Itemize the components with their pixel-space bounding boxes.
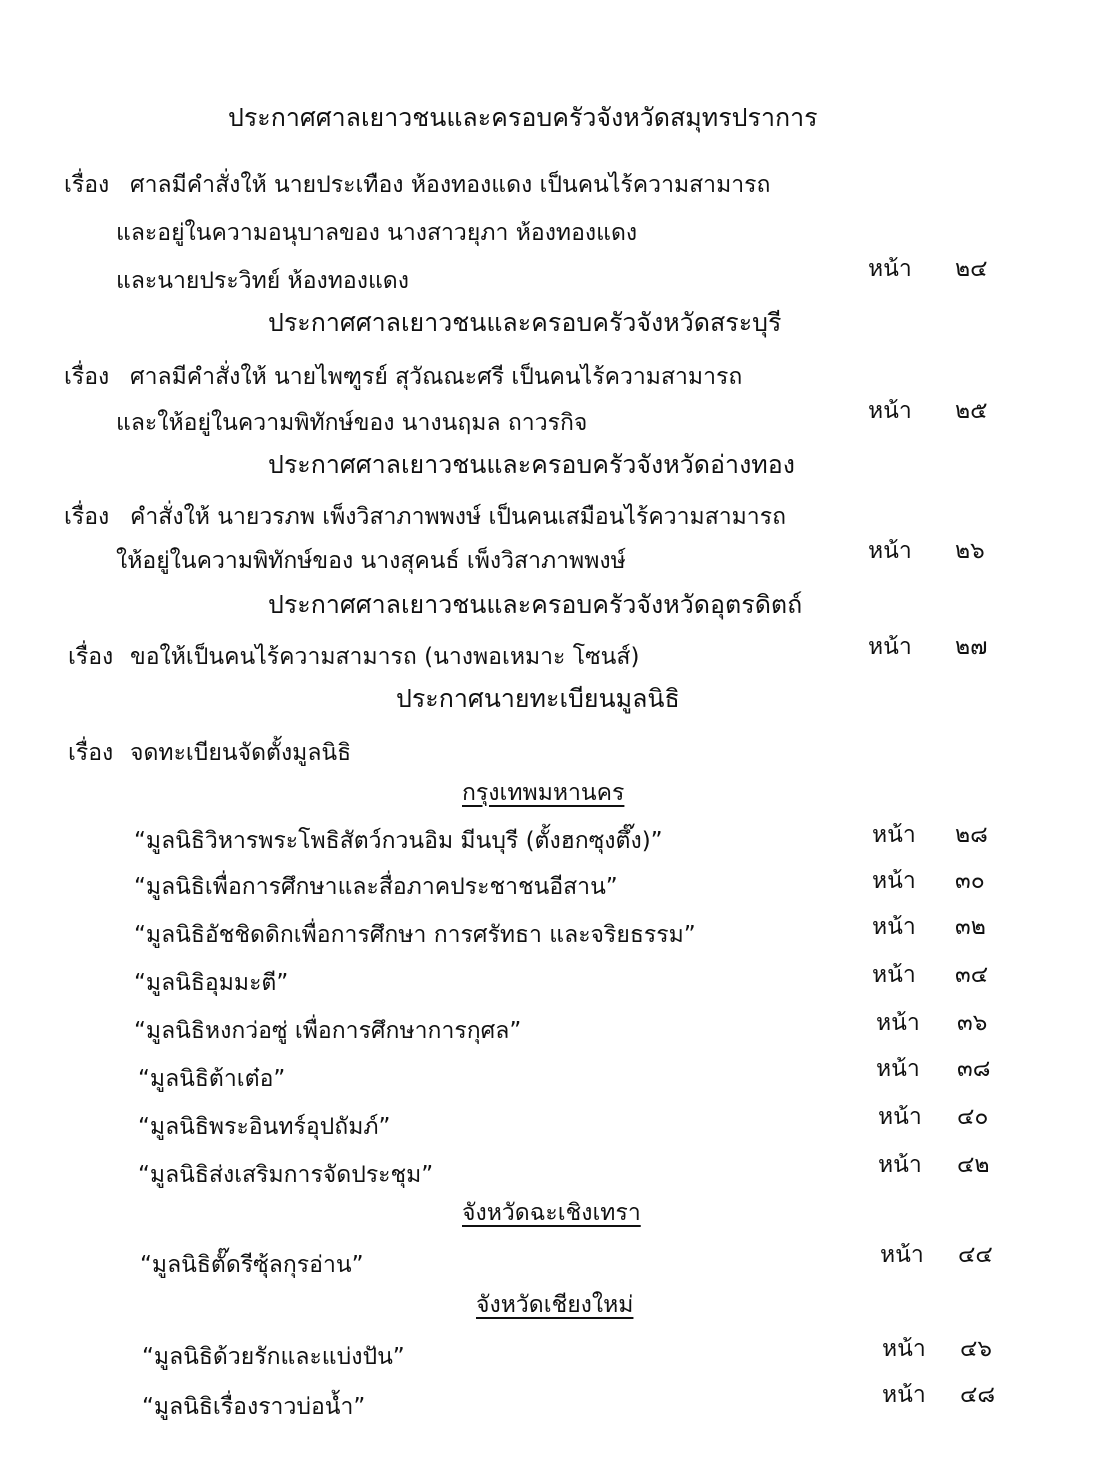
- page-number: ๓๐: [955, 868, 985, 894]
- section-heading: ประกาศศาลเยาวชนและครอบครัวจังหวัดอ่างทอง: [268, 450, 795, 479]
- subject-line: ศาลมีคำสั่งให้ นายประเทือง ห้องทองแดง เป็นคนไร้ความสามารถ: [130, 172, 771, 198]
- section-heading: ประกาศศาลเยาวชนและครอบครัวจังหวัดอุตรดิตถ์: [268, 590, 803, 619]
- page-number: ๒๔: [955, 256, 988, 282]
- page-number: ๔๔: [958, 1242, 993, 1268]
- page-number: ๔๐: [957, 1104, 989, 1130]
- page-number: ๒๕: [955, 398, 988, 424]
- subject-label: เรื่อง: [68, 644, 114, 670]
- page-label: หน้า: [878, 1152, 922, 1178]
- foundation-name: “มูลนิธิพระอินทร์อุปถัมภ์”: [138, 1114, 391, 1140]
- page-number: ๓๖: [957, 1010, 988, 1036]
- page-number: ๓๒: [955, 914, 986, 940]
- foundation-name: “มูลนิธิวิหารพระโพธิสัตว์กวนอิม มีนบุรี (ตั้งฮกซุงตึ๊ง)”: [134, 828, 663, 854]
- province-heading: กรุงเทพมหานคร: [462, 780, 625, 806]
- subject-line: จดทะเบียนจัดตั้งมูลนิธิ: [130, 740, 352, 766]
- page-label: หน้า: [868, 634, 912, 660]
- foundation-name: “มูลนิธิเรื่องราวบ่อน้ำ”: [142, 1394, 366, 1420]
- page-label: หน้า: [878, 1104, 922, 1130]
- foundation-name: “มูลนิธิตั๊ดรีซุ้ลกุรอ่าน”: [140, 1252, 364, 1278]
- page-label: หน้า: [872, 914, 916, 940]
- page-label: หน้า: [868, 256, 912, 282]
- page-number: ๒๘: [955, 822, 988, 848]
- page-label: หน้า: [872, 822, 916, 848]
- page-number: ๒๗: [955, 634, 988, 660]
- page-label: หน้า: [876, 1056, 920, 1082]
- page-number: ๓๘: [957, 1056, 991, 1082]
- page-number: ๒๖: [955, 538, 985, 564]
- section-heading: ประกาศศาลเยาวชนและครอบครัวจังหวัดสมุทรปราการ: [228, 103, 818, 132]
- foundation-name: “มูลนิธิอัชชิดดิกเพื่อการศึกษา การศรัทธา และจริยธรรม”: [134, 922, 696, 948]
- page-label: หน้า: [868, 398, 912, 424]
- province-heading: จังหวัดฉะเชิงเทรา: [462, 1200, 641, 1226]
- page-label: หน้า: [868, 538, 912, 564]
- page-number: ๔๘: [960, 1382, 996, 1408]
- page-label: หน้า: [880, 1242, 924, 1268]
- page-label: หน้า: [872, 962, 916, 988]
- page-number: ๔๒: [957, 1152, 990, 1178]
- subject-line: ให้อยู่ในความพิทักษ์ของ นางสุคนธ์ เพ็งวิสาภาพพงษ์: [116, 548, 626, 574]
- foundation-name: “มูลนิธิต้าเต๋อ”: [138, 1066, 286, 1092]
- page-number: ๔๖: [960, 1336, 993, 1362]
- subject-label: เรื่อง: [68, 740, 114, 766]
- subject-line: คำสั่งให้ นายวรภพ เพ็งวิสาภาพพงษ์ เป็นคนเสมือนไร้ความสามารถ: [130, 504, 787, 530]
- subject-label: เรื่อง: [64, 504, 110, 530]
- subject-label: เรื่อง: [64, 172, 110, 198]
- subject-line: ศาลมีคำสั่งให้ นายไพฑูรย์ สุวัณณะศรี เป็นคนไร้ความสามารถ: [130, 364, 743, 390]
- foundation-name: “มูลนิธิหงกว่อซู่ เพื่อการศึกษาการกุศล”: [134, 1018, 522, 1044]
- foundation-name: “มูลนิธิด้วยรักและแบ่งปัน”: [142, 1344, 405, 1370]
- page-label: หน้า: [872, 868, 916, 894]
- page-label: หน้า: [876, 1010, 920, 1036]
- page-number: ๓๔: [955, 962, 989, 988]
- section-heading: ประกาศนายทะเบียนมูลนิธิ: [396, 684, 680, 713]
- province-heading: จังหวัดเชียงใหม่: [476, 1292, 634, 1318]
- foundation-name: “มูลนิธิอุมมะตี”: [134, 970, 289, 996]
- foundation-name: “มูลนิธิเพื่อการศึกษาและสื่อภาคประชาชนอีสาน”: [134, 874, 618, 900]
- subject-line: และนายประวิทย์ ห้องทองแดง: [116, 268, 409, 294]
- subject-line: และอยู่ในความอนุบาลของ นางสาวยุภา ห้องทองแดง: [116, 220, 638, 246]
- section-heading: ประกาศศาลเยาวชนและครอบครัวจังหวัดสระบุรี: [268, 308, 782, 337]
- foundation-name: “มูลนิธิส่งเสริมการจัดประชุม”: [138, 1162, 434, 1188]
- subject-line: และให้อยู่ในความพิทักษ์ของ นางนฤมล ถาวรกิจ: [116, 410, 588, 436]
- page-label: หน้า: [882, 1382, 926, 1408]
- subject-label: เรื่อง: [64, 364, 110, 390]
- subject-line: ขอให้เป็นคนไร้ความสามารถ (นางพอเหมาะ โซนส์): [130, 644, 640, 670]
- page-label: หน้า: [882, 1336, 926, 1362]
